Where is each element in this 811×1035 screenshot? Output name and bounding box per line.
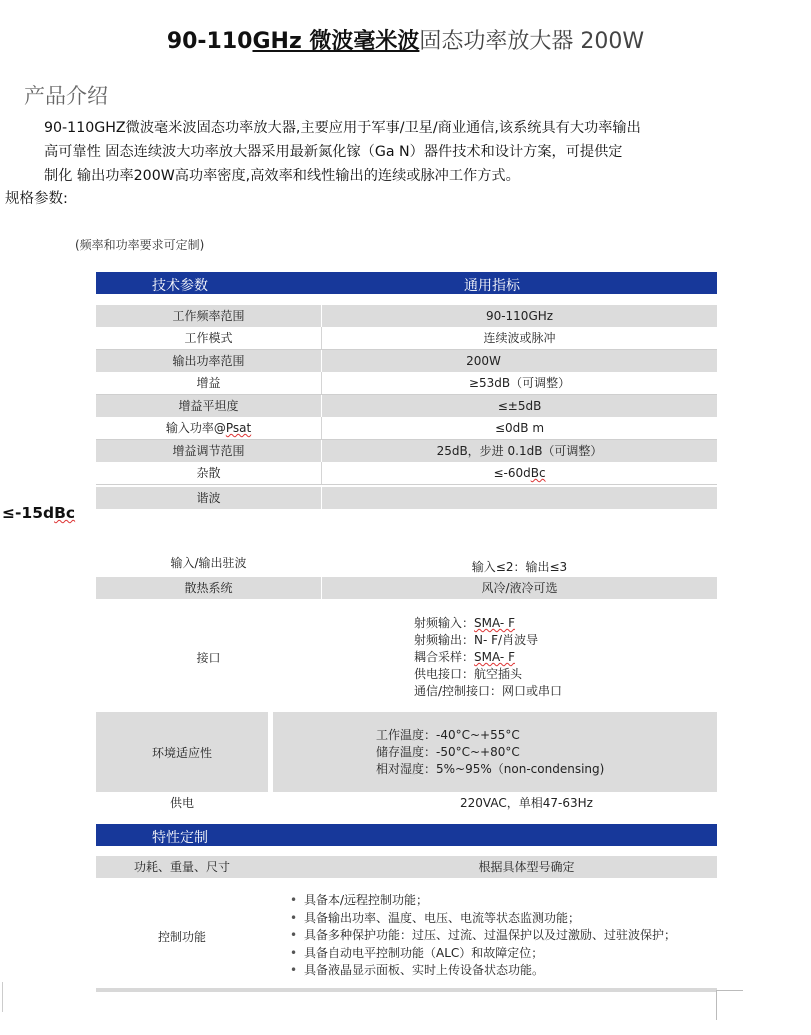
list-item: • 具备输出功率、温度、电压、电流等状态监测功能；	[290, 910, 581, 925]
table-row: 增益 ≥53dB（可调整）	[96, 372, 717, 395]
table-bottom-border	[96, 988, 717, 992]
page-corner-mark	[716, 990, 743, 991]
table-row-interface: 接口	[196, 651, 221, 665]
custom-table-header: 特性定制	[96, 824, 717, 846]
spec-table-header	[96, 272, 717, 294]
harmonic-value: ≤-15dBc	[2, 504, 76, 522]
environment-label-cell: 环境适应性	[96, 712, 268, 792]
table-row: 增益平坦度 ≤±5dB	[96, 395, 717, 417]
table-row: 供电 220VAC，单相47-63Hz	[169, 796, 593, 810]
interface-spec-list	[414, 615, 562, 700]
table-row: 杂散 ≤-60dBc	[96, 462, 717, 485]
environment-spec-list	[376, 727, 604, 778]
env-line: 相对湿度：5%~95%（non-condensing)	[376, 762, 605, 776]
page-margin-mark	[2, 982, 3, 1012]
intro-line: 90-110GHZ微波毫米波固态功率放大器,主要应用于军事/卫星/商业通信,该系统具有大功率输出	[44, 120, 641, 136]
list-item: • 具备多种保护功能：过压、过流、过温保护以及过激励、过驻波保护；	[290, 928, 677, 942]
interface-line: 射频输入：SMA- F	[414, 616, 515, 630]
customization-note: (频率和功率要求可定制)	[75, 238, 205, 252]
table-row-control: 控制功能	[157, 930, 206, 944]
control-function-list	[290, 892, 676, 980]
table-row: 谐波	[96, 487, 717, 509]
intro-line: 高可靠性 固态连续波大功率放大器采用最新氮化镓（Ga N）器件技术和设计方案，可提供定	[44, 144, 623, 160]
table-row: 功耗、重量、尺寸 根据具体型号确定	[96, 856, 717, 878]
table-row: 散热系统 风冷/液冷可选	[96, 577, 717, 599]
list-item: • 具备液晶显示面板、实时上传设备状态功能。	[290, 963, 545, 977]
interface-line: 供电接口：航空插头	[414, 667, 523, 681]
spec-params-label: 规格参数:	[5, 191, 68, 207]
interface-line: 射频输出：N- F/肖波导	[414, 633, 539, 647]
product-intro-paragraph	[44, 116, 734, 188]
interface-line: 通信/控制接口：网口或串口	[414, 684, 563, 698]
page-title: 90-110GHz 微波毫米波固态功率放大器 200W	[166, 29, 645, 54]
env-line: 储存温度：-50°C~+80°C	[376, 745, 520, 759]
table-row: 输出功率范围 200W	[96, 350, 717, 372]
page-corner-mark	[716, 990, 717, 1020]
list-item: • 具备本/远程控制功能；	[290, 893, 429, 907]
table-row: 工作频率范围 90-110GHz	[96, 305, 717, 327]
interface-line: 耦合采样：SMA- F	[414, 650, 515, 664]
intro-line: 制化 输出功率200W高功率密度,高效率和线性输出的连续或脉冲工作方式。	[44, 168, 520, 184]
env-line: 工作温度：-40°C~+55°C	[376, 728, 520, 742]
product-intro-heading: 产品介绍	[24, 84, 108, 108]
table-row: 输入/输出驻波 输入≤2：输出≤3	[170, 556, 568, 574]
header-tech-params: 技术参数	[152, 278, 208, 294]
table-row: 输入功率@Psat ≤0dB m	[96, 417, 717, 440]
table-row: 工作模式 连续波或脉冲	[96, 327, 717, 350]
header-general-spec: 通用指标	[464, 278, 520, 294]
table-row: 增益调节范围 25dB，步进 0.1dB（可调整）	[96, 440, 717, 462]
list-item: • 具备自动电平控制功能（ALC）和故障定位；	[290, 945, 544, 960]
